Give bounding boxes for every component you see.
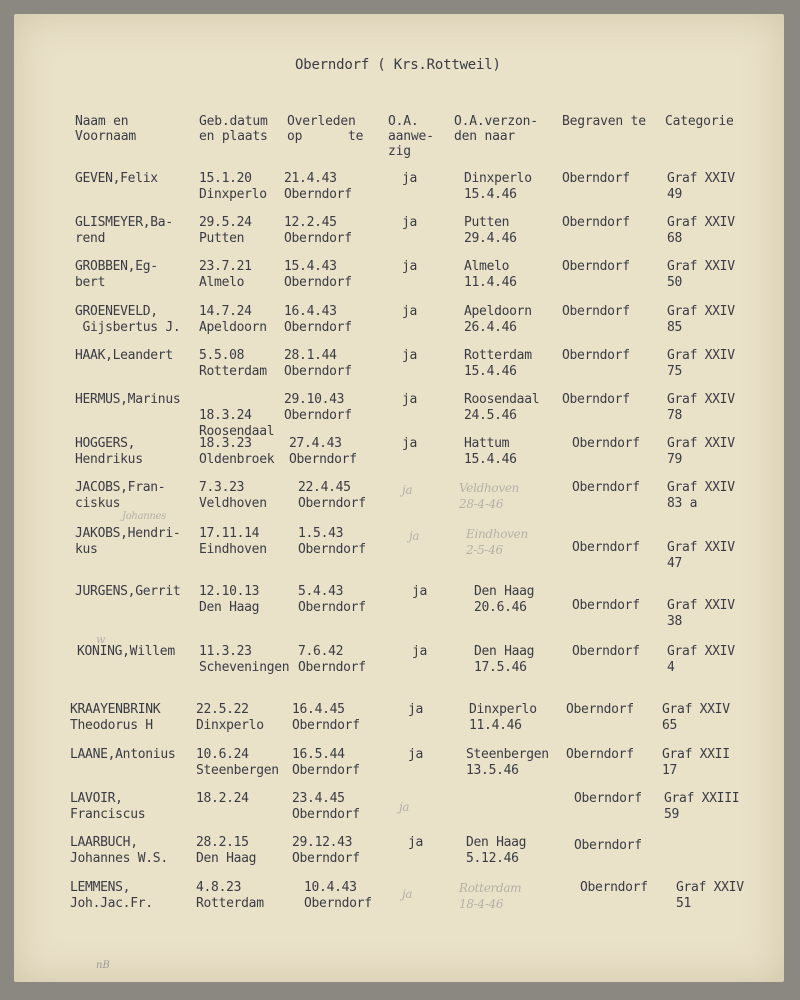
cell-oa: ja	[408, 835, 424, 850]
cell-death: 1.5.43 Oberndorf	[298, 526, 366, 557]
cell-buried: Oberndorf	[580, 880, 648, 895]
cell-sent: Hattum 15.4.46	[464, 436, 517, 467]
cell-birth: 12.10.13 Den Haag	[199, 584, 260, 615]
cell-buried: Oberndorf	[572, 598, 640, 613]
cell-death: 29.10.43 Oberndorf	[284, 392, 352, 423]
cell-birth: 4.8.23 Rotterdam	[196, 880, 264, 911]
cell-sent: Den Haag 17.5.46	[474, 644, 535, 675]
cell-buried: Oberndorf	[574, 791, 642, 806]
cell-oa: ja	[402, 483, 413, 497]
cell-death: 12.2.45 Oberndorf	[284, 215, 352, 246]
cell-name: LAANE,Antonius	[70, 747, 176, 762]
cell-death: 7.6.42 Oberndorf	[298, 644, 366, 675]
cell-oa: ja	[402, 348, 418, 363]
cell-category: Graf XXIV 68	[667, 215, 735, 246]
cell-sent: Den Haag 5.12.46	[466, 835, 527, 866]
cell-category: Graf XXIV 4	[667, 644, 735, 675]
cell-name: HAAK,Leandert	[75, 348, 173, 363]
cell-oa: ja	[412, 644, 428, 659]
cell-death: 15.4.43 Oberndorf	[284, 259, 352, 290]
cell-death: 23.4.45 Oberndorf	[292, 791, 360, 822]
cell-death: 28.1.44 Oberndorf	[284, 348, 352, 379]
cell-birth: 11.3.23 Scheveningen	[199, 644, 290, 675]
cell-category: Graf XXIV 38	[667, 598, 735, 629]
table-row	[14, 348, 784, 392]
cell-birth: 5.5.08 Rotterdam	[199, 348, 267, 379]
table-row	[14, 835, 784, 879]
cell-category: Graf XXIV 51	[676, 880, 744, 911]
cell-name: KONING,Willem	[77, 644, 175, 659]
cell-oa: ja	[402, 259, 418, 274]
cell-name: JACOBS,Fran- ciskus	[75, 480, 166, 511]
header-buried: Begraven te	[562, 114, 646, 129]
cell-death: 16.5.44 Oberndorf	[292, 747, 360, 778]
cell-buried: Oberndorf	[572, 644, 640, 659]
cell-sent: Dinxperlo 15.4.46	[464, 171, 532, 202]
cell-oa: ja	[402, 171, 418, 186]
cell-sent: Eindhoven 2-5-46	[466, 527, 528, 557]
cell-buried: Oberndorf	[572, 480, 640, 495]
cell-sent: Steenbergen 13.5.46	[466, 747, 549, 778]
header-oa-present: O.A. aanwe- zig	[388, 114, 434, 159]
cell-name: LAVOIR, Franciscus	[70, 791, 146, 822]
cell-oa: ja	[408, 747, 424, 762]
cell-name: LAARBUCH, Johannes W.S.	[70, 835, 168, 866]
cell-buried: Oberndorf	[566, 702, 634, 717]
cell-category: Graf XXIV 79	[667, 436, 735, 467]
cell-birth: 17.11.14 Eindhoven	[199, 526, 267, 557]
cell-death: 27.4.43 Oberndorf	[289, 436, 357, 467]
table-row	[14, 880, 784, 924]
table-row	[14, 259, 784, 303]
cell-name: GLISMEYER,Ba- rend	[75, 215, 173, 246]
cell-buried: Oberndorf	[566, 747, 634, 762]
table-row	[14, 584, 784, 628]
cell-oa: ja	[408, 702, 424, 717]
handwritten-mark: w	[96, 633, 106, 646]
cell-buried: Oberndorf	[562, 259, 630, 274]
cell-oa: ja	[399, 800, 410, 814]
cell-name: LEMMENS, Joh.Jac.Fr.	[70, 880, 153, 911]
header-birth: Geb.datum en plaats	[199, 114, 268, 144]
cell-birth: 28.2.15 Den Haag	[196, 835, 257, 866]
cell-oa: ja	[412, 584, 428, 599]
cell-oa: ja	[402, 304, 418, 319]
cell-sent: Rotterdam 18-4-46	[459, 881, 522, 911]
cell-birth: 10.6.24 Steenbergen	[196, 747, 279, 778]
cell-oa: ja	[402, 392, 418, 407]
cell-buried: Oberndorf	[562, 348, 630, 363]
table-row	[14, 436, 784, 480]
cell-birth: 29.5.24 Putten	[199, 215, 252, 246]
cell-death: 16.4.43 Oberndorf	[284, 304, 352, 335]
table-row	[14, 526, 784, 570]
cell-death: 5.4.43 Oberndorf	[298, 584, 366, 615]
header-category: Categorie	[665, 114, 734, 129]
cell-birth: 14.7.24 Apeldoorn	[199, 304, 267, 335]
cell-buried: Oberndorf	[562, 171, 630, 186]
cell-name: GROENEVELD, Gijsbertus J.	[75, 304, 181, 335]
cell-category: Graf XXII 17	[662, 747, 730, 778]
document-title: Oberndorf ( Krs.Rottweil)	[295, 57, 501, 73]
cell-name: GROBBEN,Eg- bert	[75, 259, 158, 290]
cell-category: Graf XXIV 49	[667, 171, 735, 202]
cell-category: Graf XXIV 50	[667, 259, 735, 290]
cell-sent: Apeldoorn 26.4.46	[464, 304, 532, 335]
cell-sent: Veldhoven 28-4-46	[459, 481, 520, 511]
cell-oa: ja	[409, 529, 420, 543]
table-row	[14, 304, 784, 348]
cell-category: Graf XXIV 75	[667, 348, 735, 379]
cell-birth: 15.1.20 Dinxperlo	[199, 171, 267, 202]
handwritten-note: Johannes	[122, 511, 166, 522]
table-row	[14, 480, 784, 524]
cell-death: 22.4.45 Oberndorf	[298, 480, 366, 511]
cell-birth: 18.3.23 Oldenbroek	[199, 436, 275, 467]
table-row	[14, 215, 784, 259]
cell-sent: Almelo 11.4.46	[464, 259, 517, 290]
cell-sent: Roosendaal 24.5.46	[464, 392, 540, 423]
table-row	[14, 633, 784, 688]
cell-sent: Den Haag 20.6.46	[474, 584, 535, 615]
cell-name: HOGGERS, Hendrikus	[75, 436, 143, 467]
cell-buried: Oberndorf	[562, 215, 630, 230]
handwritten-margin-mark: nB	[96, 960, 110, 971]
cell-name: HERMUS,Marinus	[75, 392, 181, 407]
cell-buried: Oberndorf	[572, 436, 640, 451]
cell-name: JURGENS,Gerrit	[75, 584, 181, 599]
cell-oa: ja	[402, 215, 418, 230]
cell-category: Graf XXIV 65	[662, 702, 730, 733]
cell-name: KRAAYENBRINK Theodorus H	[70, 702, 161, 733]
cell-buried: Oberndorf	[562, 304, 630, 319]
cell-name: JAKOBS,Hendri- kus	[75, 526, 181, 557]
cell-category: Graf XXIII 59	[664, 791, 740, 822]
header-oa-sent: O.A.verzon- den naar	[454, 114, 538, 144]
table-row	[14, 791, 784, 835]
cell-buried: Oberndorf	[574, 838, 642, 853]
cell-category: Graf XXIV 47	[667, 540, 735, 571]
header-death: Overleden op te	[287, 114, 364, 144]
table-row	[14, 747, 784, 791]
cell-buried: Oberndorf	[572, 540, 640, 555]
cell-oa: ja	[402, 887, 413, 901]
cell-sent: Putten 29.4.46	[464, 215, 517, 246]
cell-death: 21.4.43 Oberndorf	[284, 171, 352, 202]
cell-birth: 18.3.24 Roosendaal	[199, 408, 275, 439]
cell-death: 10.4.43 Oberndorf	[304, 880, 372, 911]
cell-birth: 22.5.22 Dinxperlo	[196, 702, 264, 733]
cell-birth: 18.2.24	[196, 791, 249, 806]
cell-name: GEVEN,Felix	[75, 171, 158, 186]
table-row	[14, 171, 784, 215]
header-name: Naam en Voornaam	[75, 114, 137, 144]
cell-oa: ja	[402, 436, 418, 451]
cell-sent: Dinxperlo 11.4.46	[469, 702, 537, 733]
cell-birth: 7.3.23 Veldhoven	[199, 480, 267, 511]
cell-sent: Rotterdam 15.4.46	[464, 348, 532, 379]
cell-category: Graf XXIV 85	[667, 304, 735, 335]
cell-birth: 23.7.21 Almelo	[199, 259, 252, 290]
cell-death: 16.4.45 Oberndorf	[292, 702, 360, 733]
table-row	[14, 702, 784, 746]
document-page	[14, 14, 784, 982]
cell-category: Graf XXIV 78	[667, 392, 735, 423]
cell-death: 29.12.43 Oberndorf	[292, 835, 360, 866]
cell-buried: Oberndorf	[562, 392, 630, 407]
cell-category: Graf XXIV 83 a	[667, 480, 735, 511]
table-row	[14, 392, 784, 439]
